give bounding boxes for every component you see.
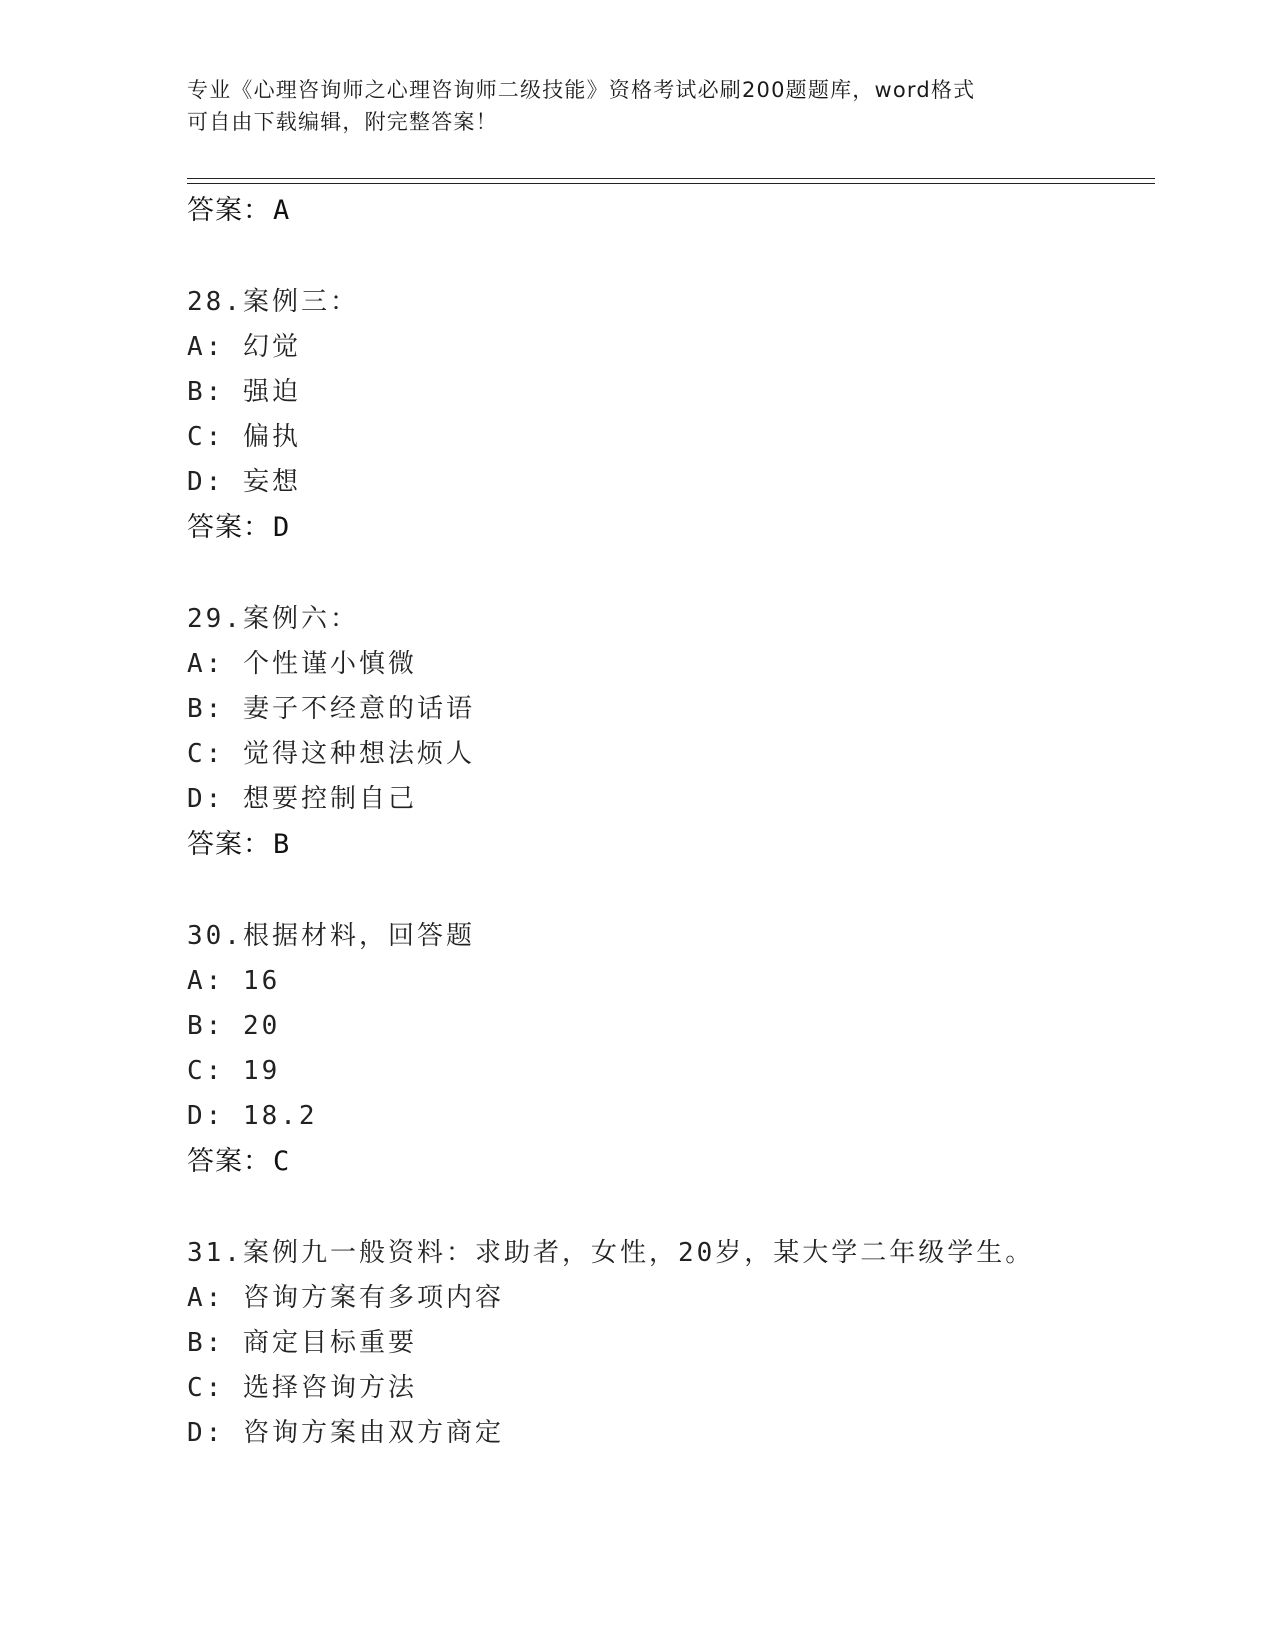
question-28-option-c: C: 偏执 bbox=[187, 422, 301, 452]
question-29-option-d: D: 想要控制自己 bbox=[187, 784, 417, 814]
question-30-answer bbox=[187, 1145, 290, 1179]
question-28-option-b: B: 强迫 bbox=[187, 377, 301, 407]
answer-label: 答案： bbox=[187, 195, 271, 226]
question-31-option-a: A: 咨询方案有多项内容 bbox=[187, 1283, 504, 1313]
question-30-stem: 30.根据材料，回答题 bbox=[187, 921, 475, 951]
question-31-option-b: B: 商定目标重要 bbox=[187, 1328, 417, 1358]
header-line-1: 专业《心理咨询师之心理咨询师二级技能》资格考试必刷200题题库，word格式 bbox=[187, 78, 976, 102]
answer-value: D bbox=[273, 512, 291, 543]
question-31-stem: 31.案例九一般资料：求助者，女性，20岁，某大学二年级学生。 bbox=[187, 1238, 1035, 1268]
answer-value: C bbox=[273, 1146, 291, 1177]
answer-label: 答案： bbox=[187, 512, 271, 543]
answer-line-prev bbox=[187, 194, 290, 228]
header-line-2: 可自由下载编辑，附完整答案！ bbox=[187, 110, 498, 134]
header-divider-top bbox=[187, 178, 1155, 179]
question-30-option-b: B: 20 bbox=[187, 1011, 281, 1041]
question-30-option-a: A: 16 bbox=[187, 966, 281, 996]
question-30-option-d: D: 18.2 bbox=[187, 1101, 318, 1131]
answer-label: 答案： bbox=[187, 829, 271, 860]
question-29-answer bbox=[187, 828, 290, 862]
header-divider-bottom bbox=[187, 183, 1155, 184]
question-28-option-d: D: 妄想 bbox=[187, 467, 301, 497]
question-28-option-a: A: 幻觉 bbox=[187, 332, 301, 362]
question-30-option-c: C: 19 bbox=[187, 1056, 281, 1086]
question-31-option-c: C: 选择咨询方法 bbox=[187, 1373, 417, 1403]
question-29-stem: 29.案例六： bbox=[187, 604, 359, 634]
question-28-stem: 28.案例三： bbox=[187, 287, 359, 317]
question-31-option-d: D: 咨询方案由双方商定 bbox=[187, 1418, 504, 1448]
answer-label: 答案： bbox=[187, 1146, 271, 1177]
question-29-option-c: C: 觉得这种想法烦人 bbox=[187, 739, 475, 769]
document-header bbox=[187, 74, 1087, 138]
question-28-answer bbox=[187, 511, 290, 545]
question-29-option-b: B: 妻子不经意的话语 bbox=[187, 694, 475, 724]
question-29-option-a: A: 个性谨小慎微 bbox=[187, 649, 417, 679]
answer-value: B bbox=[273, 829, 291, 860]
answer-value: A bbox=[273, 195, 291, 226]
